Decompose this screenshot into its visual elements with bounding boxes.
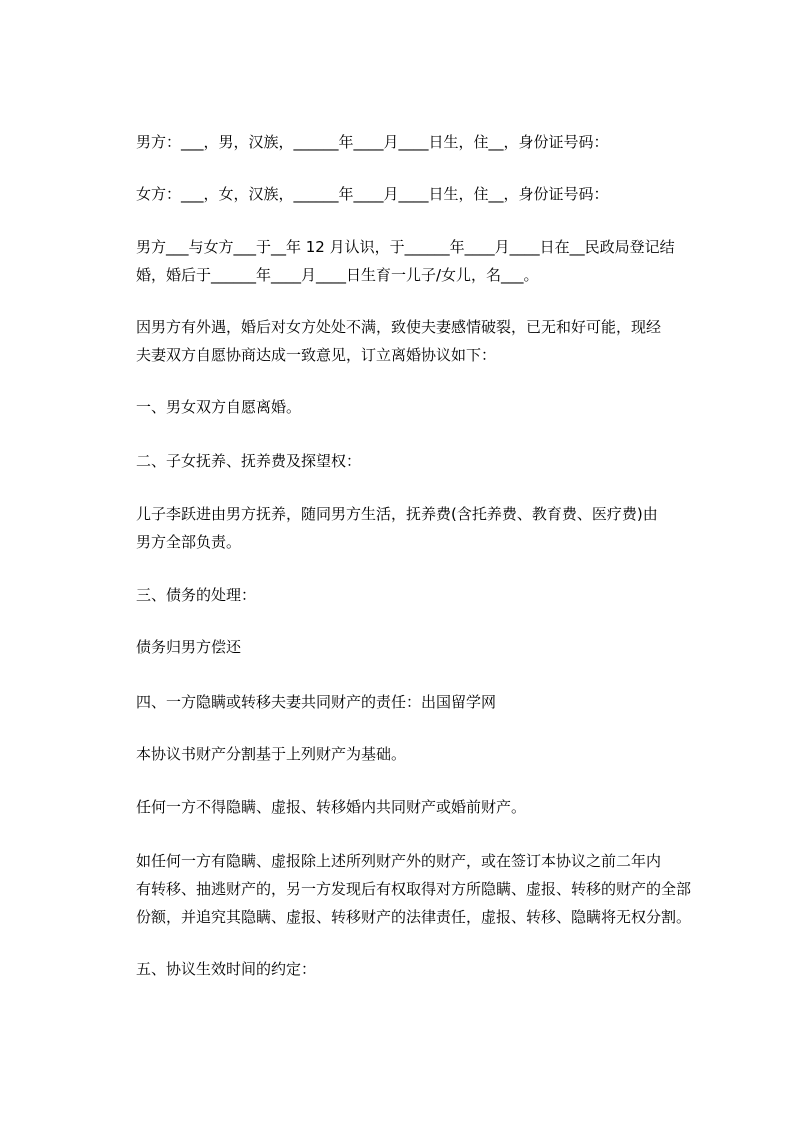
text-line: 如任何一方有隐瞒、虚报除上述所列财产外的财产，或在签订本协议之前二年内 <box>136 852 662 870</box>
text-line: 一、男女双方自愿离婚。 <box>136 398 302 416</box>
section-heading-4 <box>136 688 696 716</box>
text-line: 有转移、抽逃财产的，另一方发现后有权取得对方所隐瞒、虚报、转移的财产的全部 <box>136 880 692 898</box>
paragraph-no-concealment <box>136 793 696 821</box>
paragraph-male-party <box>136 128 696 156</box>
section-heading-1 <box>136 393 696 421</box>
text-line: 因男方有外遇，婚后对女方处处不满，致使夫妻感情破裂，已无和好可能，现经 <box>136 318 662 336</box>
text-line: 份额，并追究其隐瞒、虚报、转移财产的法律责任，虚报、转移、隐瞒将无权分割。 <box>136 908 692 926</box>
paragraph-marriage-info <box>136 233 696 289</box>
text-line: 本协议书财产分割基于上列财产为基础。 <box>136 745 407 763</box>
text-line: 婚，婚后于______年____月____日生育一儿子/女儿，名___。 <box>136 266 539 284</box>
text-line: 三、债务的处理： <box>136 586 257 604</box>
text-line: 二、子女抚养、抚养费及探望权： <box>136 452 362 470</box>
paragraph-concealment-penalty <box>136 847 696 931</box>
paragraph-female-party <box>136 180 696 208</box>
text-line: 夫妻双方自愿协商达成一致意见，订立离婚协议如下： <box>136 346 497 364</box>
text-line: 四、一方隐瞒或转移夫妻共同财产的责任：出国留学网 <box>136 693 497 711</box>
text-line: 男方___与女方___于__年 12 月认识，于______年____月____日在__民政局登记结 <box>136 238 675 256</box>
section-heading-3 <box>136 581 696 609</box>
section-heading-2 <box>136 447 696 475</box>
text-line: 任何一方不得隐瞒、虚报、转移婚内共同财产或婚前财产。 <box>136 798 527 816</box>
paragraph-debt <box>136 633 696 661</box>
text-line: 男方：___，男，汉族，______年____月____日生，住__，身份证号码： <box>136 133 609 151</box>
text-line: 男方全部负责。 <box>136 533 242 551</box>
text-line: 儿子李跃进由男方抚养，随同男方生活，抚养费(含托养费、教育费、医疗费)由 <box>136 505 658 523</box>
paragraph-child-custody <box>136 500 696 556</box>
text-line: 五、协议生效时间的约定： <box>136 960 317 978</box>
text-line: 女方：___，女，汉族，______年____月____日生，住__，身份证号码： <box>136 185 609 203</box>
section-heading-5 <box>136 955 696 983</box>
text-line: 债务归男方偿还 <box>136 638 242 656</box>
paragraph-divorce-reason <box>136 313 696 369</box>
paragraph-property-basis <box>136 740 696 768</box>
